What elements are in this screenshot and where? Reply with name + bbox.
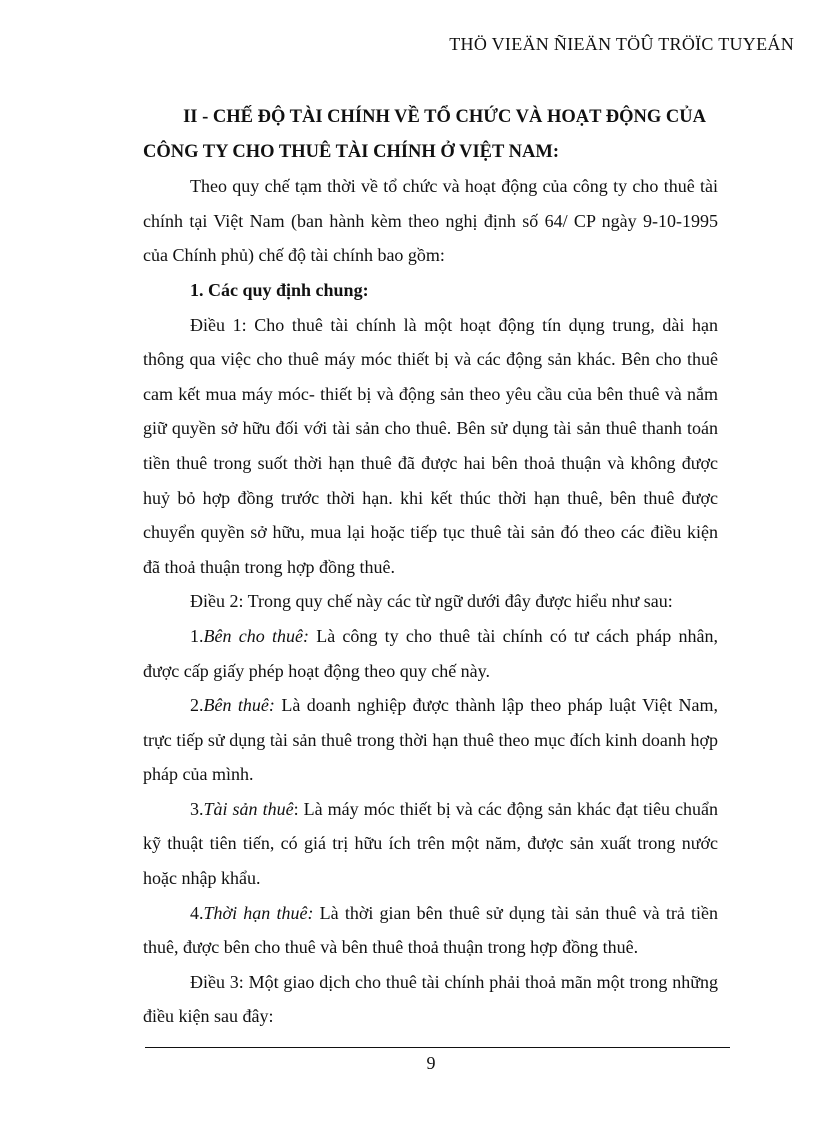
definition-term: Bên thuê: (203, 695, 275, 716)
definition-number: 4. (190, 902, 204, 923)
subsection-heading: 1. Các quy định chung: (190, 279, 369, 300)
definition-term: Bên cho thuê: (203, 625, 309, 646)
definition-term: Thời hạn thuê: (203, 902, 314, 923)
definition-item (143, 896, 718, 965)
definition-text: Là công ty cho thuê tài chính có tư cách pháp nhân, được cấp giấy phép hoạt động theo quy chế này. (143, 625, 718, 681)
definition-text: : Là máy móc thiết bị và các động sản khác đạt tiêu chuẩn kỹ thuật tiên tiến, có giá trị hữu ích trên một năm, được sản xuất trong nước hoặc nhập khẩu. (143, 798, 718, 889)
article-2-paragraph: Điều 2: Trong quy chế này các từ ngữ dưới đây được hiểu như sau: (190, 591, 673, 612)
section-title-line-1: II - CHẾ ĐỘ TÀI CHÍNH VỀ TỔ CHỨC VÀ HOẠT ĐỘNG CỦA (183, 107, 706, 127)
intro-paragraph: Theo quy chế tạm thời về tổ chức và hoạt động của công ty cho thuê tài chính tại Việt Nam (ban hành kèm theo nghị định số 64/ CP ngày 9-10-1995 của Chính phủ) chế độ tài chính bao gồm: (143, 176, 718, 266)
running-header: THÖ VIEÄN ÑIEÄN TÖÛ TRÖÏC TUYEÁN (449, 34, 794, 54)
definition-item (143, 619, 718, 688)
document-body (143, 100, 718, 1034)
footer-divider (145, 1047, 730, 1048)
definition-number: 3. (190, 798, 204, 819)
page-number: 9 (426, 1053, 436, 1073)
article-3-paragraph: Điều 3: Một giao dịch cho thuê tài chính phải thoả mãn một trong những điều kiện sau đây: (143, 971, 718, 1027)
definition-term: Tài sản thuê (203, 798, 294, 819)
definition-text: Là doanh nghiệp được thành lập theo pháp luật Việt Nam, trực tiếp sử dụng tài sản thuê trong thời hạn thuê theo mục đích kinh doanh hợp pháp của mình. (143, 695, 719, 785)
definition-number: 1. (190, 625, 204, 646)
definition-number: 2. (190, 695, 204, 716)
definition-item (143, 792, 718, 896)
definition-item (143, 688, 718, 792)
article-1-paragraph: Điều 1: Cho thuê tài chính là một hoạt động tín dụng trung, dài hạn thông qua việc cho thuê máy móc thiết bị và các động sản khác. Bên cho thuê cam kết mua máy móc- thiết bị và động sản theo yêu cầu của bên thuê và nắm giữ quyền sở hữu đối với tài sản cho thuê. Bên sử dụng tài sản thuê thanh toán tiền thuê trong suốt thời hạn thuê đã được hai bên thoả thuận và không được huỷ bỏ hợp đồng trước thời hạn. khi kết thúc thời hạn thuê, bên thuê được chuyển quyền sở hữu, mua lại hoặc tiếp tục thuê tài sản đó theo các điều kiện đã thoả thuận trong hợp đồng thuê. (143, 314, 718, 577)
definition-text: Là thời gian bên thuê sử dụng tài sản thuê và trả tiền thuê, được bên cho thuê và bên thuê thoả thuận trong hợp đồng thuê. (143, 902, 718, 958)
section-title-line-2: CÔNG TY CHO THUÊ TÀI CHÍNH Ở VIỆT NAM: (143, 141, 559, 162)
